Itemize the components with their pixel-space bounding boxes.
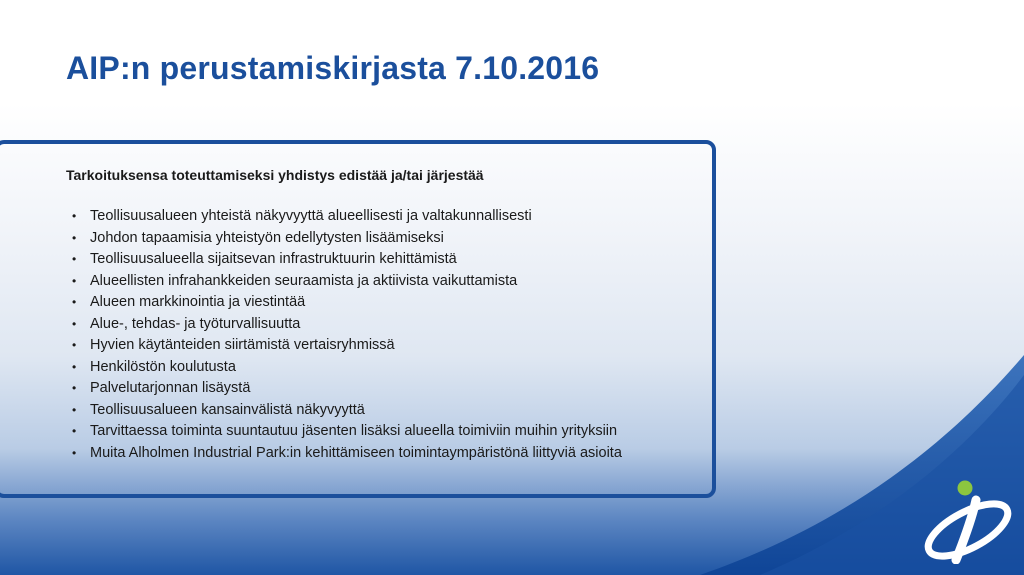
list-item-text: Tarvittaessa toiminta suuntautuu jäsenten lisäksi alueella toimiviin muihin yrityksiin xyxy=(90,423,618,439)
list-item xyxy=(72,228,622,250)
list-item xyxy=(72,314,622,336)
list-item xyxy=(72,249,622,271)
list-item xyxy=(72,335,622,357)
bullet-dot: • xyxy=(72,402,77,417)
list-item-text: Alueen markkinointia ja viestintää xyxy=(90,294,306,310)
box-heading: Tarkoituksensa toteuttamiseksi yhdistys edistää ja/tai järjestää xyxy=(66,167,484,183)
bullet-dot: • xyxy=(72,209,77,223)
list-item-text: Alueellisten infrahankkeiden seuraamista ja aktiivista vaikuttamista xyxy=(90,272,518,289)
bullet-list xyxy=(72,206,622,464)
list-item xyxy=(72,443,622,465)
list-item-text: Palvelutarjonnan lisäystä xyxy=(90,380,251,396)
bullet-dot: • xyxy=(72,316,77,331)
slide-title: AIP:n perustamiskirjasta 7.10.2016 xyxy=(66,50,600,86)
bullet-dot: • xyxy=(72,273,77,288)
list-item xyxy=(72,421,622,443)
bullet-dot: • xyxy=(72,359,77,374)
list-item-text: Alue-, tehdas- ja työturvallisuutta xyxy=(90,315,301,332)
list-item xyxy=(72,378,622,400)
list-item xyxy=(72,292,622,314)
bullet-dot: • xyxy=(72,424,77,438)
list-item xyxy=(72,357,622,379)
list-item xyxy=(72,271,622,293)
list-item-text: Muita Alholmen Industrial Park:in kehittämiseen toimintaympäristönä liittyviä asioita xyxy=(90,444,622,461)
list-item-text: Johdon tapaamisia yhteistyön edellytysten lisäämiseksi xyxy=(90,229,444,246)
list-item-text: Teollisuusalueella sijaitsevan infrastruktuurin kehittämistä xyxy=(90,251,457,267)
list-item xyxy=(72,206,622,228)
list-item-text: Hyvien käytänteiden siirtämistä vertaisryhmissä xyxy=(90,337,395,353)
bullet-dot: • xyxy=(72,295,77,309)
bullet-dot: • xyxy=(72,338,77,352)
list-item-text: Henkilöstön koulutusta xyxy=(90,358,236,375)
list-item-text: Teollisuusalueen yhteistä näkyvyyttä alueellisesti ja valtakunnallisesti xyxy=(90,208,532,224)
list-item xyxy=(72,400,622,422)
list-item-text: Teollisuusalueen kansainvälistä näkyvyyttä xyxy=(90,401,365,418)
alholmen-industrial-park-logo-icon xyxy=(920,478,1016,564)
bullet-dot: • xyxy=(72,445,77,460)
bullet-dot: • xyxy=(72,381,77,395)
bullet-dot: • xyxy=(72,252,77,266)
bullet-dot: • xyxy=(72,230,77,245)
